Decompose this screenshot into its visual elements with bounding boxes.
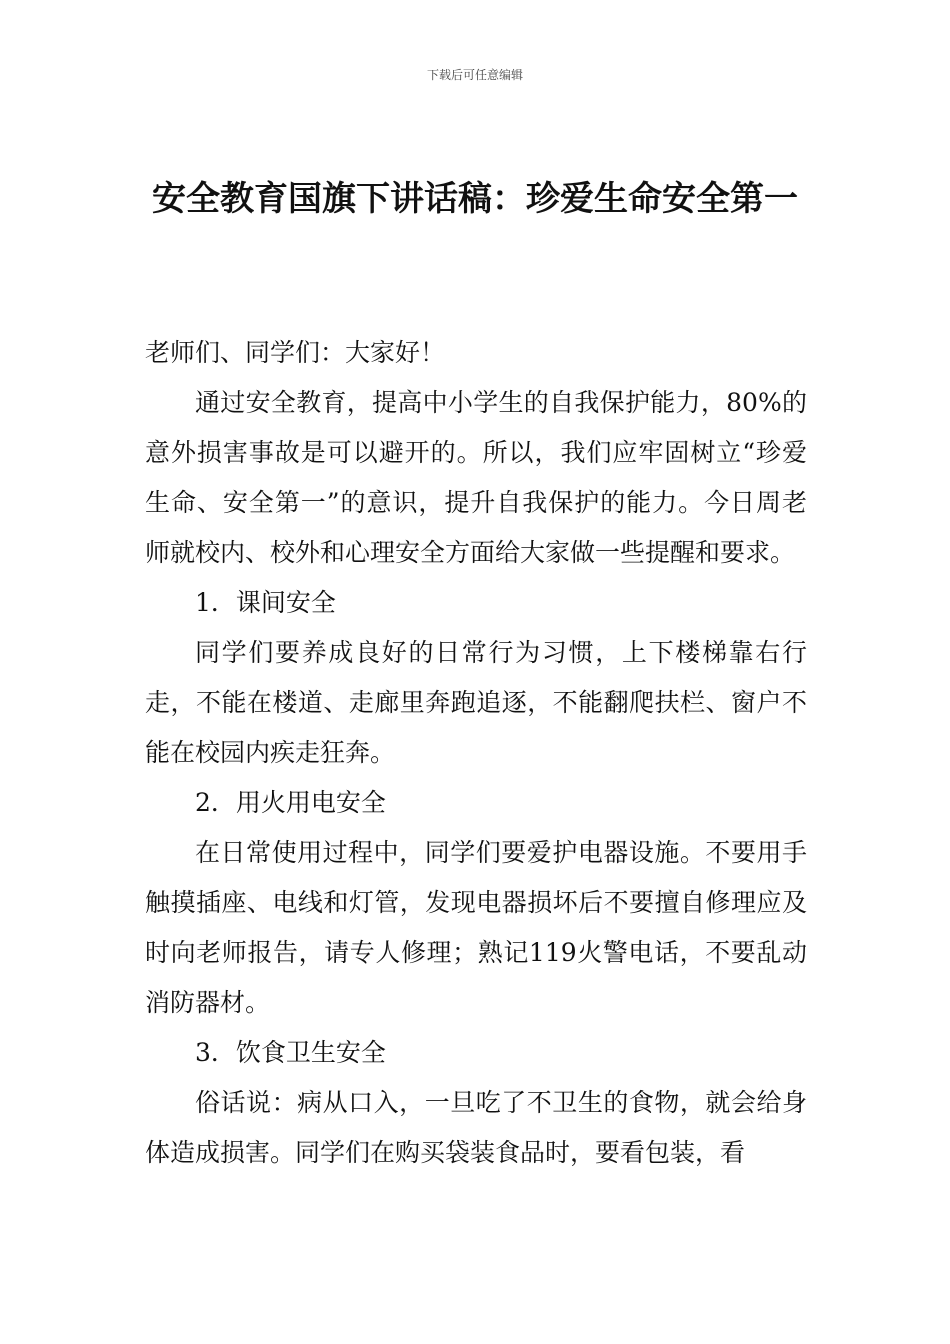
- body-paragraph: 在日常使用过程中，同学们要爱护电器设施。不要用手触摸插座、电线和灯管，发现电器损坏后不要擅自修理应及时向老师报告，请专人修理；熟记119火警电话，不要乱动消防器材。: [145, 838, 807, 1017]
- document-title: 安全教育国旗下讲话稿：珍爱生命安全第一: [152, 179, 798, 219]
- intro-paragraph: 通过安全教育，提高中小学生的自我保护能力，80%的意外损害事故是可以避开的。所以，我们应牢固树立“珍爱生命、安全第一”的意识，提升自我保护的能力。今日周老师就校内、校外和心理安全方面给大家做一些提醒和要求。: [145, 388, 807, 567]
- document-body: [145, 328, 807, 1178]
- body-paragraph: 俗话说：病从口入，一旦吃了不卫生的食物，就会给身体造成损害。同学们在购买袋装食品时，要看包装，看: [145, 1088, 807, 1167]
- header-note: 下载后可任意编辑: [426, 68, 523, 82]
- section-heading: 2．用火用电安全: [195, 788, 386, 817]
- section-heading: 3．饮食卫生安全: [195, 1038, 386, 1067]
- greeting-paragraph: 老师们、同学们：大家好！: [145, 338, 446, 367]
- section-heading: 1．课间安全: [195, 588, 336, 617]
- body-paragraph: 同学们要养成良好的日常行为习惯，上下楼梯靠右行走，不能在楼道、走廊里奔跑追逐，不能翻爬扶栏、窗户不能在校园内疾走狂奔。: [145, 638, 807, 767]
